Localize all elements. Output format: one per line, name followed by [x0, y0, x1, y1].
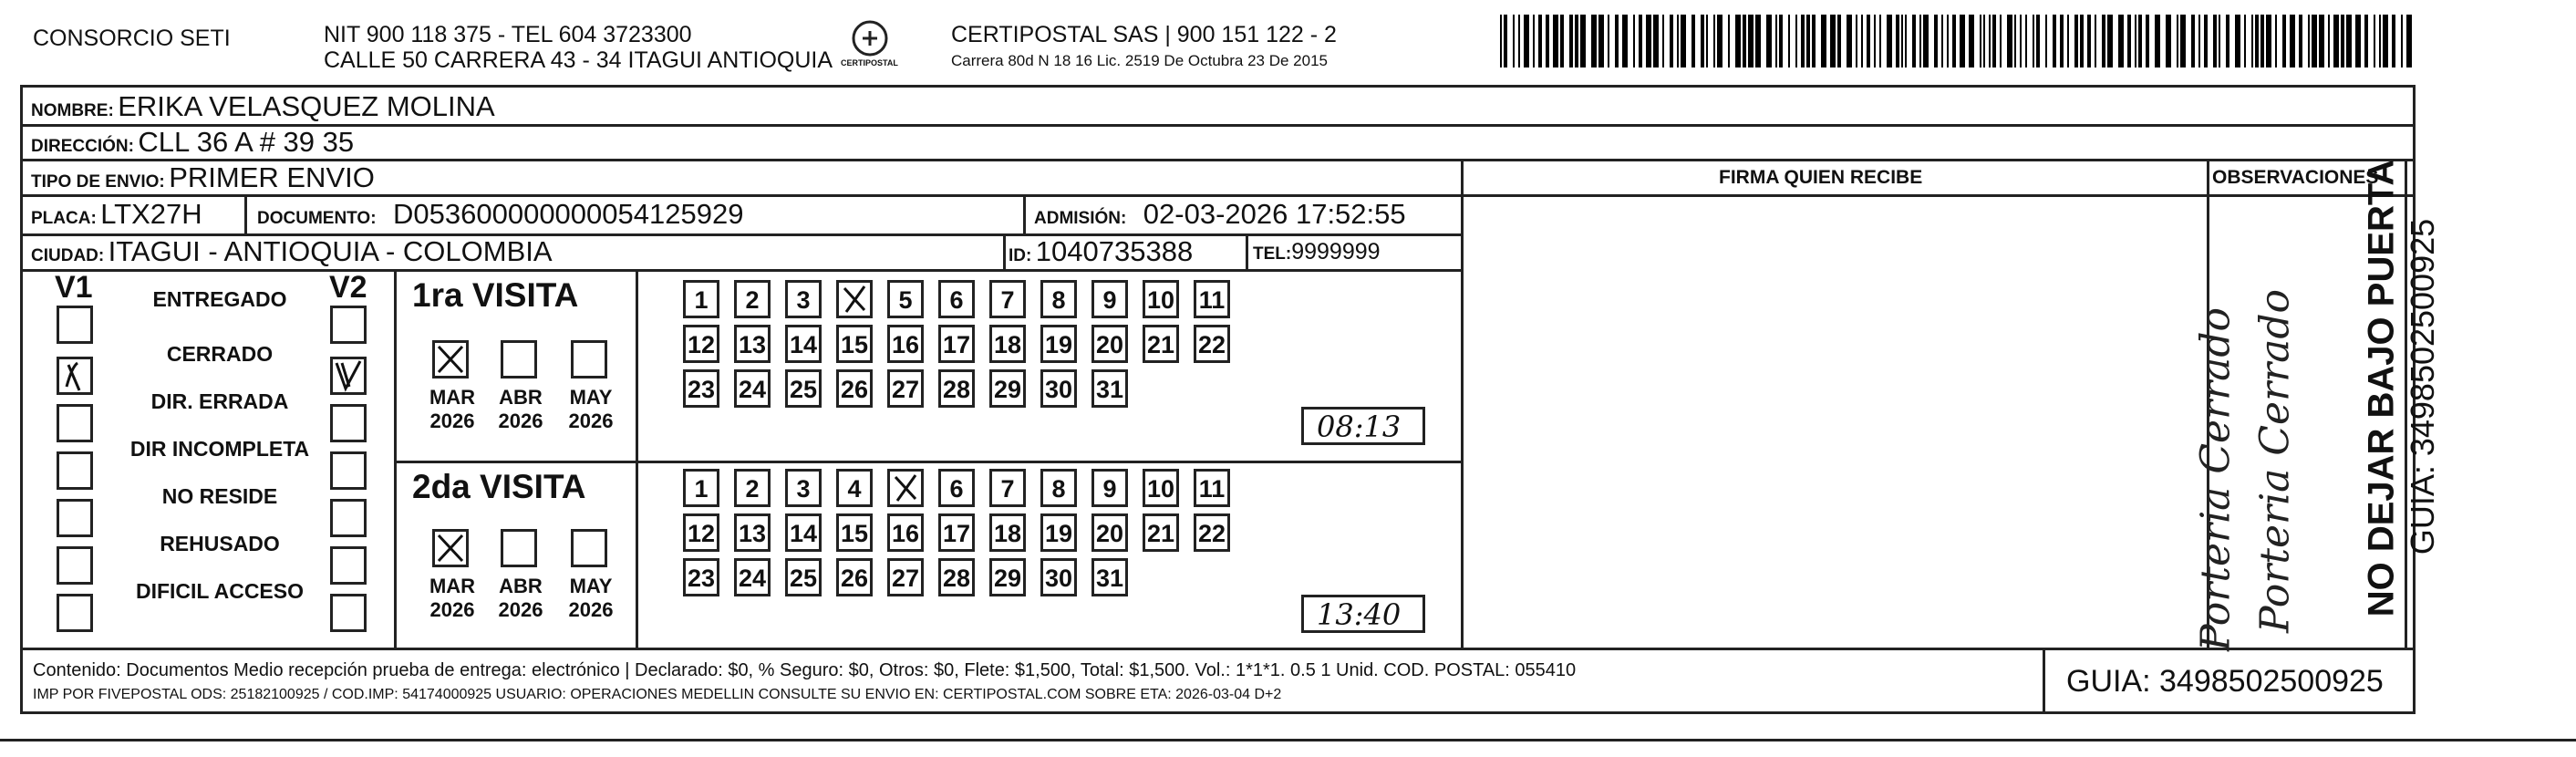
day-box[interactable]: 2: [734, 280, 771, 318]
certipostal-line1: CERTIPOSTAL SAS | 900 151 122 - 2: [951, 22, 1337, 47]
month-year: 2026: [429, 598, 475, 621]
admision-value: 02-03-2026 17:52:55: [1143, 198, 1406, 230]
v2-header: V2: [329, 270, 367, 305]
day-box[interactable]: 20: [1091, 325, 1128, 363]
certipostal-line2: Carrera 80d N 18 16 Lic. 2519 De Octubra 23 De 2015: [951, 52, 1328, 69]
day-box[interactable]: 26: [836, 369, 873, 408]
day-box[interactable]: 10: [1143, 469, 1179, 507]
day-box[interactable]: 24: [734, 558, 771, 596]
reason-label: REHUSADO: [160, 532, 280, 555]
observaciones-header: OBSERVACIONES: [2212, 167, 2379, 188]
day-box[interactable]: 6: [938, 280, 975, 318]
admision-row: [1034, 198, 1406, 231]
v2-checkbox[interactable]: [330, 594, 367, 632]
id-value: 1040735388: [1035, 235, 1194, 267]
month-label: [559, 386, 623, 433]
day-box[interactable]: 12: [683, 513, 719, 552]
first-visit-time-box: [1301, 407, 1425, 445]
day-box[interactable]: 15: [836, 325, 873, 363]
day-box[interactable]: [836, 280, 873, 318]
tipo-row: [31, 161, 375, 194]
id-label: ID:: [1009, 246, 1032, 265]
day-box[interactable]: 17: [938, 325, 975, 363]
day-box[interactable]: 8: [1040, 469, 1077, 507]
month-checkbox-may[interactable]: [571, 340, 607, 378]
month-year: 2026: [498, 410, 543, 432]
v1-checkbox[interactable]: [57, 404, 93, 442]
v1-checkbox[interactable]: [57, 306, 93, 344]
tel-value: 9999999: [1291, 239, 1381, 264]
day-box[interactable]: 17: [938, 513, 975, 552]
tipo-value: PRIMER ENVIO: [169, 161, 375, 193]
day-box[interactable]: 1: [683, 469, 719, 507]
documento-label: DOCUMENTO:: [257, 209, 377, 228]
month-year: 2026: [498, 598, 543, 621]
day-box[interactable]: 19: [1040, 325, 1077, 363]
day-box[interactable]: 23: [683, 558, 719, 596]
second-visit-title: 2da VISITA: [412, 468, 586, 505]
month-label: [420, 386, 484, 433]
day-box[interactable]: 24: [734, 369, 771, 408]
day-box[interactable]: 26: [836, 558, 873, 596]
month-year: 2026: [429, 410, 475, 432]
day-box[interactable]: 27: [887, 558, 924, 596]
observation-note-2: Porteria Cerrado: [2251, 288, 2299, 634]
bottom-rule: [0, 739, 2576, 741]
day-box[interactable]: 30: [1040, 558, 1077, 596]
observation-note-1: Porteria Cerrado: [2192, 306, 2240, 652]
placa-label: PLACA:: [31, 209, 97, 228]
day-box[interactable]: 1: [683, 280, 719, 318]
v1-header: V1: [55, 270, 93, 305]
month-label: [489, 575, 553, 622]
day-box[interactable]: 14: [785, 513, 822, 552]
first-visit-time: 08:13: [1317, 410, 1402, 444]
day-box[interactable]: 29: [989, 558, 1026, 596]
nombre-label: NOMBRE:: [31, 101, 114, 120]
footer-contenido: Contenido: Documentos Medio recepción prueba de entrega: electrónico | Declarado: $0, % Seguro: $0, Otros: $0, Flete: $1,500, Total: $1,500. Vol.: 1*1*1. 0.5 1 Unid. COD. POSTAL: 055410: [33, 660, 1577, 680]
month-year: 2026: [568, 410, 614, 432]
tel-label: TEL:: [1253, 244, 1292, 264]
day-box[interactable]: 23: [683, 369, 719, 408]
month-name: MAY: [569, 386, 613, 409]
reason-label: CERRADO: [166, 342, 274, 366]
firma-header: FIRMA QUIEN RECIBE: [1719, 167, 1923, 188]
v1-checkbox[interactable]: [57, 499, 93, 537]
month-label: [559, 575, 623, 622]
day-box[interactable]: 11: [1194, 469, 1230, 507]
day-box[interactable]: 7: [989, 469, 1026, 507]
month-name: MAY: [569, 575, 613, 597]
reason-label: DIR INCOMPLETA: [129, 437, 310, 461]
documento-value: D053600000000054125929: [393, 198, 744, 230]
day-box[interactable]: 29: [989, 369, 1026, 408]
day-box[interactable]: 2: [734, 469, 771, 507]
day-box[interactable]: 15: [836, 513, 873, 552]
day-box[interactable]: 28: [938, 558, 975, 596]
month-checkbox-may[interactable]: [571, 529, 607, 567]
direccion-label: DIRECCIÓN:: [31, 137, 134, 156]
footer-guia: GUIA: 3498502500925: [2066, 664, 2384, 699]
v1-checkbox[interactable]: [57, 594, 93, 632]
v1-checkbox[interactable]: [57, 546, 93, 585]
company-nit: NIT 900 118 375 - TEL 604 3723300: [324, 22, 692, 47]
month-name: MAR: [429, 386, 476, 409]
footer-imp: IMP POR FIVEPOSTAL ODS: 25182100925 / COD.IMP: 54174000925 USUARIO: OPERACIONES MEDELLIN CONSULTE SU ENVIO EN: CERTIPOSTAL.COM SOBRE ETA: 2026-03-04 D+2: [33, 687, 1282, 702]
reason-label: ENTREGADO: [152, 287, 287, 311]
second-visit-time-box: [1301, 595, 1425, 633]
company-address: CALLE 50 CARRERA 43 - 34 ITAGUI ANTIOQUIA: [324, 47, 833, 73]
day-box[interactable]: 3: [785, 280, 822, 318]
day-box[interactable]: 5: [887, 280, 924, 318]
day-box[interactable]: 22: [1194, 513, 1230, 552]
nombre-value: ERIKA VELASQUEZ MOLINA: [118, 90, 495, 122]
day-box[interactable]: 31: [1091, 369, 1128, 408]
day-box[interactable]: 12: [683, 325, 719, 363]
day-box[interactable]: 9: [1091, 469, 1128, 507]
tipo-label: TIPO DE ENVIO:: [31, 172, 165, 192]
day-box[interactable]: 25: [785, 558, 822, 596]
month-checkbox-mar[interactable]: [432, 340, 469, 378]
v1-checkbox[interactable]: [57, 451, 93, 490]
day-box[interactable]: 31: [1091, 558, 1128, 596]
nombre-row: [31, 90, 495, 123]
month-checkbox-abr[interactable]: [501, 529, 537, 567]
id-row: [1009, 235, 1193, 268]
direccion-row: [31, 126, 354, 159]
day-box[interactable]: 4: [836, 469, 873, 507]
day-box[interactable]: 22: [1194, 325, 1230, 363]
day-box[interactable]: 6: [938, 469, 975, 507]
reason-label: DIFICIL ACCESO: [135, 579, 304, 603]
v2-checkbox[interactable]: [330, 404, 367, 442]
day-box[interactable]: 10: [1143, 280, 1179, 318]
first-visit-title: 1ra VISITA: [412, 276, 579, 314]
day-box[interactable]: 28: [938, 369, 975, 408]
month-name: ABR: [499, 575, 543, 597]
company-name: CONSORCIO SETI: [33, 26, 231, 51]
second-visit-time: 13:40: [1317, 597, 1402, 632]
day-box[interactable]: 13: [734, 325, 771, 363]
day-box[interactable]: 7: [989, 280, 1026, 318]
v2-checkbox[interactable]: [330, 306, 367, 344]
month-checkbox-mar[interactable]: [432, 529, 469, 567]
v2-checkbox[interactable]: [330, 357, 367, 395]
ciudad-label: CIUDAD:: [31, 246, 105, 265]
reason-label: NO RESIDE: [161, 484, 278, 508]
day-box[interactable]: 18: [989, 513, 1026, 552]
day-box[interactable]: [887, 469, 924, 507]
day-box[interactable]: 19: [1040, 513, 1077, 552]
admision-label: ADMISIÓN:: [1034, 209, 1127, 228]
day-box[interactable]: 18: [989, 325, 1026, 363]
certipostal-logo: [835, 18, 905, 73]
day-box[interactable]: 11: [1194, 280, 1230, 318]
form-frame: [20, 85, 2416, 714]
day-box[interactable]: 16: [887, 513, 924, 552]
day-box[interactable]: 21: [1143, 325, 1179, 363]
placa-value: LTX27H: [100, 198, 202, 230]
no-dejar-text: NO DEJAR BAJO PUERTA: [2361, 159, 2402, 617]
placa-row: [31, 198, 202, 231]
tel-row: [1253, 239, 1381, 265]
day-box[interactable]: 27: [887, 369, 924, 408]
month-name: MAR: [429, 575, 476, 597]
v2-checkbox[interactable]: [330, 499, 367, 537]
documento-row: [257, 198, 743, 231]
ciudad-value: ITAGUI - ANTIOQUIA - COLOMBIA: [108, 235, 553, 267]
day-box[interactable]: 3: [785, 469, 822, 507]
day-box[interactable]: 21: [1143, 513, 1179, 552]
month-name: ABR: [499, 386, 543, 409]
month-year: 2026: [568, 598, 614, 621]
logo-label: CERTIPOSTAL: [841, 58, 898, 67]
month-checkbox-abr[interactable]: [501, 340, 537, 378]
reason-label: DIR. ERRADA: [150, 389, 289, 413]
ciudad-row: [31, 235, 553, 268]
day-box[interactable]: 14: [785, 325, 822, 363]
day-box[interactable]: 8: [1040, 280, 1077, 318]
month-label: [489, 386, 553, 433]
v2-checkbox[interactable]: [330, 451, 367, 490]
day-box[interactable]: 20: [1091, 513, 1128, 552]
v1-checkbox[interactable]: [57, 357, 93, 395]
day-box[interactable]: 13: [734, 513, 771, 552]
day-box[interactable]: 9: [1091, 280, 1128, 318]
day-box[interactable]: 25: [785, 369, 822, 408]
v2-checkbox[interactable]: [330, 546, 367, 585]
month-label: [420, 575, 484, 622]
barcode: [1500, 15, 2416, 67]
direccion-value: CLL 36 A # 39 35: [138, 126, 355, 158]
day-box[interactable]: 16: [887, 325, 924, 363]
day-box[interactable]: 30: [1040, 369, 1077, 408]
side-guia-text: GUIA: 3498502500925: [2404, 218, 2441, 555]
